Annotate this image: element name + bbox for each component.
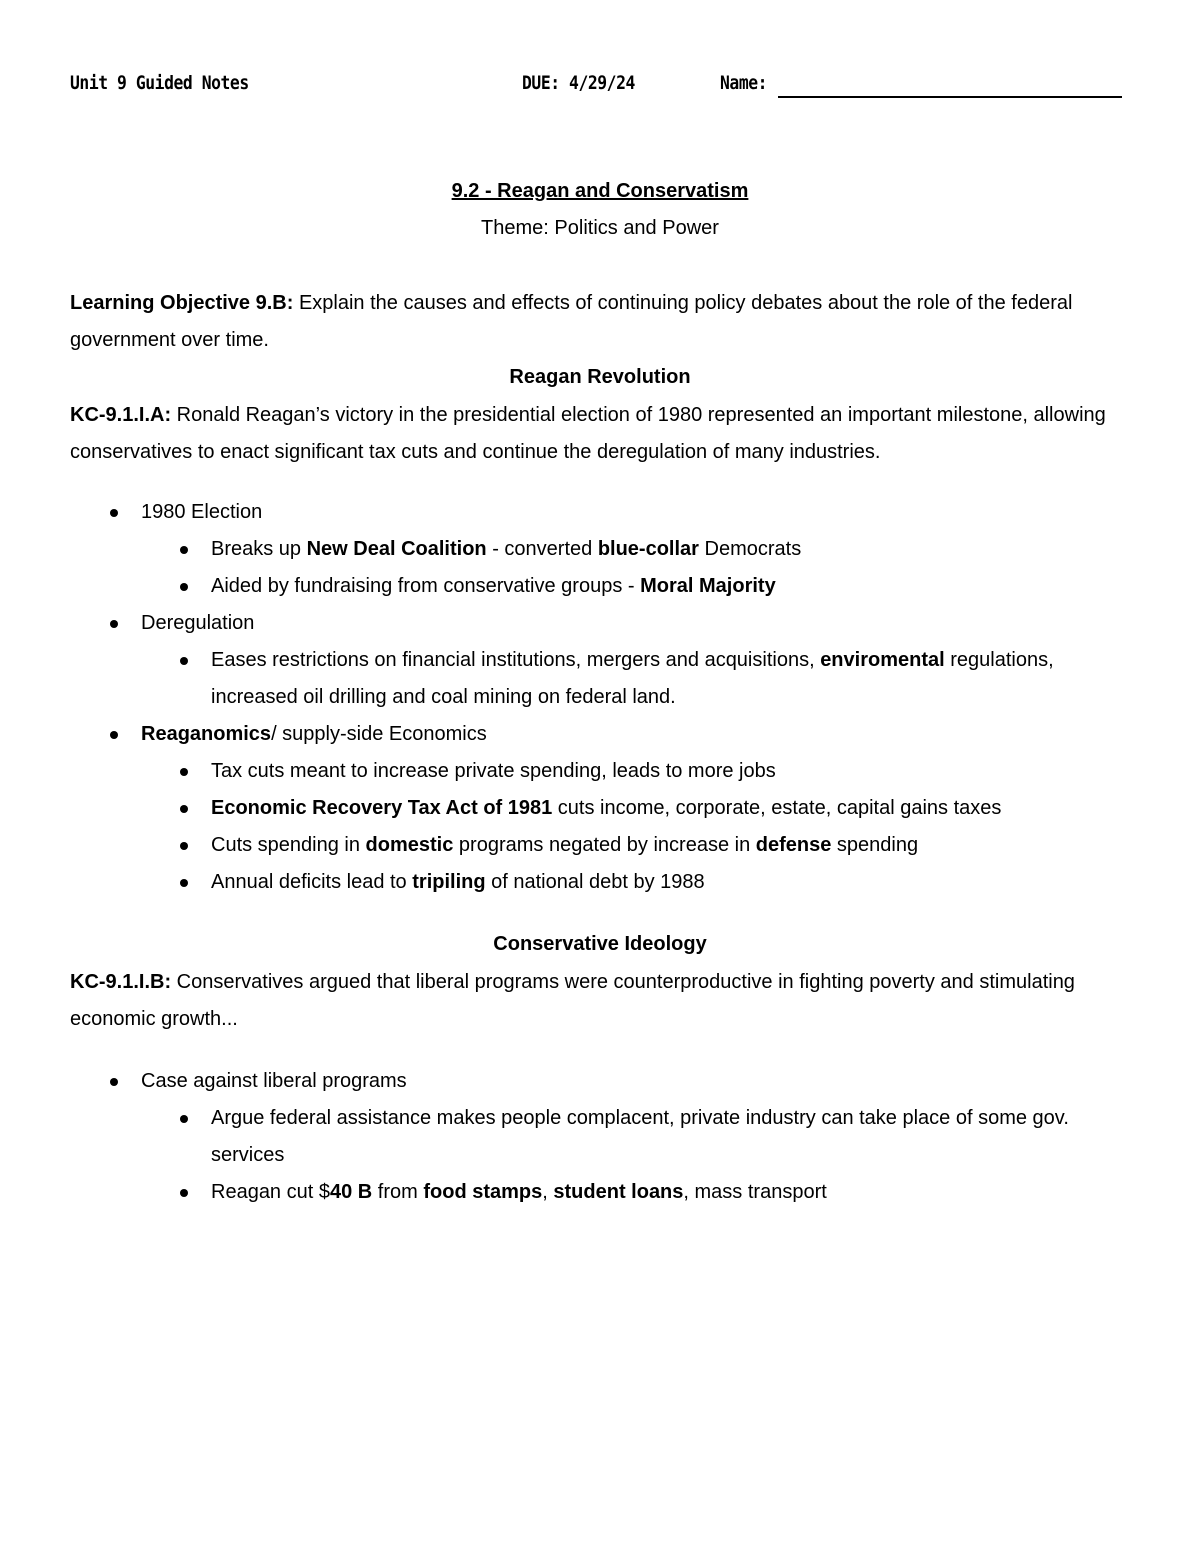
list-item: Eases restrictions on financial institutions, mergers and acquisitions, enviromental regulations, increased oil drilling and coal mining on federal land. bbox=[70, 642, 1130, 716]
key-concept-a bbox=[70, 397, 1130, 471]
bullet-icon bbox=[180, 879, 188, 887]
key-concept-a-text: Ronald Reagan’s victory in the presidential election of 1980 represented an important milestone, allowing conservatives to enact significant tax cuts and continue the deregulation of many industries. bbox=[70, 404, 1106, 463]
bullet-icon bbox=[180, 1115, 188, 1123]
list-item: Case against liberal programs bbox=[70, 1063, 1130, 1100]
bullet-icon bbox=[110, 731, 118, 739]
bullet-icon bbox=[180, 768, 188, 776]
conservative-ideology-list bbox=[70, 1063, 1130, 1211]
list-item: Aided by fundraising from conservative groups - Moral Majority bbox=[70, 568, 1130, 605]
bullet-icon bbox=[180, 583, 188, 591]
list-item: Cuts spending in domestic programs negated by increase in defense spending bbox=[70, 827, 1130, 864]
bullet-icon bbox=[110, 620, 118, 628]
key-concept-a-label: KC-9.1.I.A: bbox=[70, 404, 172, 426]
learning-objective-label: Learning Objective 9.B: bbox=[70, 292, 294, 314]
list-item: Argue federal assistance makes people complacent, private industry can take place of some gov. services bbox=[70, 1100, 1130, 1174]
bullet-icon bbox=[180, 1189, 188, 1197]
bullet-icon bbox=[180, 805, 188, 813]
reagan-revolution-list bbox=[70, 494, 1130, 901]
key-concept-b-label: KC-9.1.I.B: bbox=[70, 971, 172, 993]
list-item: Reaganomics/ supply-side Economics bbox=[70, 716, 1130, 753]
name-blank-line bbox=[778, 96, 1122, 98]
section-title: 9.2 - Reagan and Conservatism bbox=[451, 180, 749, 202]
bullet-icon bbox=[110, 509, 118, 517]
bullet-icon bbox=[180, 546, 188, 554]
name-label: Name: bbox=[720, 72, 768, 94]
list-item: Economic Recovery Tax Act of 1981 cuts income, corporate, estate, capital gains taxes bbox=[70, 790, 1130, 827]
list-item: Deregulation bbox=[70, 605, 1130, 642]
section-theme: Theme: Politics and Power bbox=[481, 217, 719, 239]
bullet-icon bbox=[110, 1078, 118, 1086]
list-item: Tax cuts meant to increase private spending, leads to more jobs bbox=[70, 753, 1130, 790]
unit-title: Unit 9 Guided Notes bbox=[70, 72, 249, 94]
learning-objective-text: Explain the causes and effects of continuing policy debates about the role of the federal government over time. bbox=[70, 292, 1073, 351]
bullet-icon bbox=[180, 657, 188, 665]
list-item: Breaks up New Deal Coalition - converted blue-collar Democrats bbox=[70, 531, 1130, 568]
key-concept-b bbox=[70, 964, 1130, 1038]
heading-conservative-ideology: Conservative Ideology bbox=[493, 933, 707, 955]
list-item: 1980 Election bbox=[70, 494, 1130, 531]
page-header bbox=[70, 72, 1130, 106]
bullet-icon bbox=[180, 842, 188, 850]
key-concept-b-text: Conservatives argued that liberal programs were counterproductive in fighting poverty and stimulating economic growth... bbox=[70, 971, 1075, 1030]
list-item: Reagan cut $40 B from food stamps, student loans, mass transport bbox=[70, 1174, 1130, 1211]
due-date: DUE: 4/29/24 bbox=[522, 72, 635, 94]
list-item: Annual deficits lead to tripiling of national debt by 1988 bbox=[70, 864, 1130, 901]
learning-objective bbox=[70, 285, 1130, 359]
heading-reagan-revolution: Reagan Revolution bbox=[509, 366, 691, 388]
